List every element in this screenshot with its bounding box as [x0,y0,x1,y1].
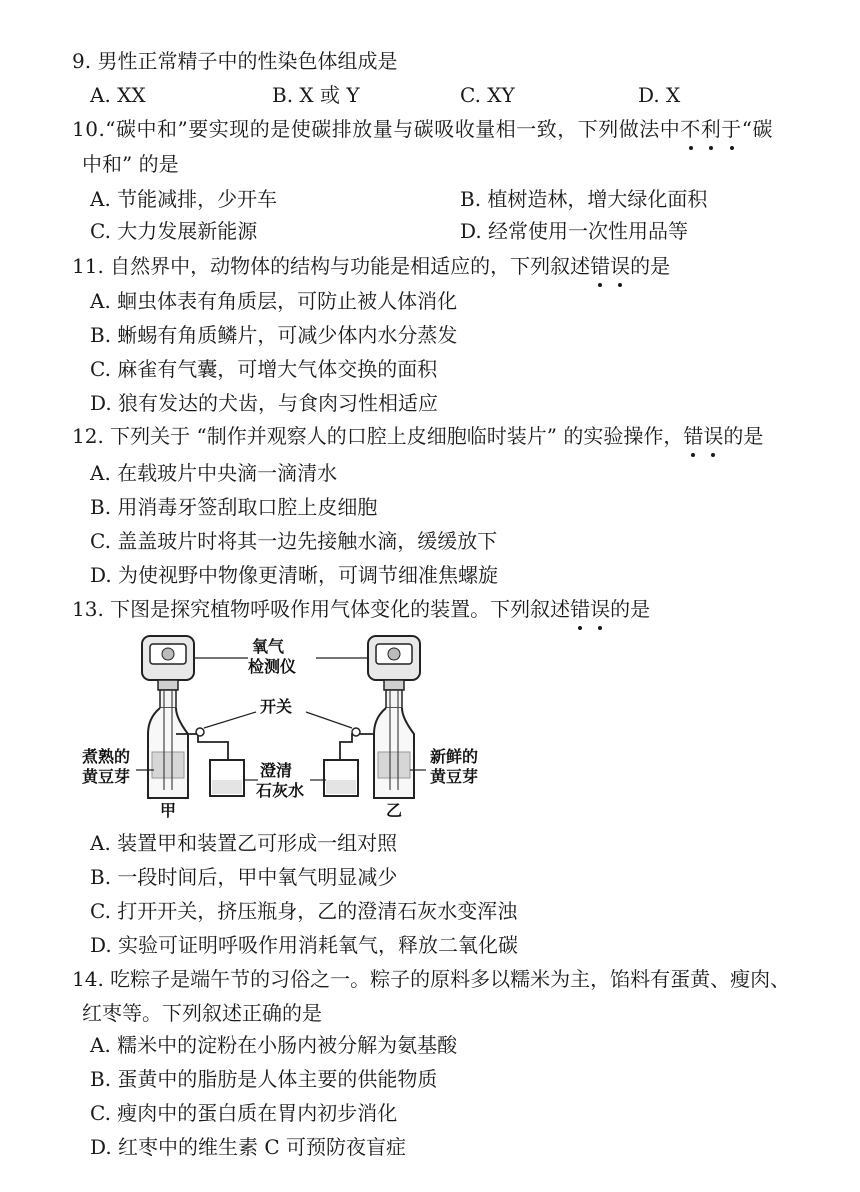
q13-emphasis-char: 错 [570,597,591,621]
q13-option-a: A. 装置甲和装置乙可形成一组对照 [90,831,398,855]
q11-option-a: A. 蛔虫体表有角质层，可防止被人体消化 [90,289,458,313]
q13-option-d: D. 实验可证明呼吸作用消耗氧气，释放二氧化碳 [90,933,519,957]
q13-stem [72,596,650,622]
q11-stem-text-end: 的是 [630,254,671,278]
q12-option-d: D. 为使视野中物像更清晰，可调节细准焦螺旋 [90,563,499,587]
q12-emphasis-char: 错 [683,424,704,448]
q14-option-d: D. 红枣中的维生素 C 可预防夜盲症 [90,1135,407,1159]
label-boiled-line1: 煮熟的 [82,747,131,766]
q10-stem-line2: 中和” 的是 [82,152,179,176]
switch-valve-right [352,728,360,736]
q13-option-b: B. 一段时间后，甲中氧气明显减少 [90,865,398,889]
switch-valve-left [196,728,204,736]
q13-option-c: C. 打开开关，挤压瓶身，乙的澄清石灰水变浑浊 [90,899,518,923]
q9-option-d: D. X [638,83,681,107]
label-limewater-line2: 石灰水 [256,781,305,800]
q14-option-c: C. 瘦肉中的蛋白质在胃内初步消化 [90,1101,398,1125]
label-fresh-line2: 黄豆芽 [430,767,479,786]
bottle-yi [374,690,414,798]
q12-option-c: C. 盖盖玻片时将其一边先接触水滴，缓缓放下 [90,529,498,553]
q11-emphasis-char: 错 [590,254,611,278]
q10-stem-text-end: “碳 [741,117,773,141]
q10-stem [72,116,773,142]
q10-option-b: B. 植树造林，增大绿化面积 [460,187,708,211]
beaker-left [210,760,244,796]
q10-emphasis-char: 于 [721,117,742,141]
q9-stem: 9. 男性正常精子中的性染色体组成是 [72,49,398,73]
label-jia: 甲 [160,801,177,820]
label-switch: 开关 [260,697,293,716]
q12-option-b: B. 用消毒牙签刮取口腔上皮细胞 [90,495,378,519]
bottle-jia [148,690,188,798]
label-boiled-line2: 黄豆芽 [82,767,131,786]
q9-option-a: A. XX [90,83,146,107]
q12-emphasis-char: 误 [703,424,724,448]
q10-option-d: D. 经常使用一次性用品等 [460,219,689,243]
q14-stem-line1: 14. 吃粽子是端午节的习俗之一。粽子的原料多以糯米为主，馅料有蛋黄、瘦肉、 [72,967,791,991]
q14-stem-line2: 红枣等。下列叙述正确的是 [82,1001,322,1025]
q12-stem-text-end: 的是 [723,424,764,448]
q9-option-c: C. XY [460,83,515,107]
q10-option-c: C. 大力发展新能源 [90,219,258,243]
q14-option-b: B. 蛋黄中的脂肪是人体主要的供能物质 [90,1067,438,1091]
q12-stem [72,423,763,449]
label-fresh-line1: 新鲜的 [430,747,479,766]
q13-emphasis-char: 误 [590,597,611,621]
q11-stem [72,253,670,279]
q11-option-c: C. 麻雀有气囊，可增大气体交换的面积 [90,357,438,381]
oxygen-meter-left [142,636,194,690]
q10-option-a: A. 节能减排，少开车 [90,187,278,211]
q11-emphasis-char: 误 [610,254,631,278]
q11-option-b: B. 蜥蜴有角质鳞片，可减少体内水分蒸发 [90,323,458,347]
q10-stem-text: 10.“碳中和”要实现的是使碳排放量与碳吸收量相一致，下列做法中 [72,117,681,141]
q11-option-d: D. 狼有发达的犬齿，与食肉习性相适应 [90,391,439,415]
respiration-apparatus-figure [80,630,490,822]
q10-emphasis-char: 不 [680,117,701,141]
q13-stem-text-end: 的是 [610,597,651,621]
q12-stem-text: 12. 下列关于 “制作并观察人的口腔上皮细胞临时装片” 的实验操作， [72,424,684,448]
q10-emphasis-char: 利 [700,117,722,141]
beaker-right [324,760,358,796]
label-yi: 乙 [386,801,403,820]
label-oxygen-meter-line1: 氧气 [252,637,285,656]
oxygen-meter-right [368,636,420,690]
q11-stem-text: 11. 自然界中，动物体的结构与功能是相适应的，下列叙述 [72,254,591,278]
q13-stem-text: 13. 下图是探究植物呼吸作用气体变化的装置。下列叙述 [72,597,571,621]
label-oxygen-meter-line2: 检测仪 [248,657,297,676]
q14-option-a: A. 糯米中的淀粉在小肠内被分解为氨基酸 [90,1033,458,1057]
label-limewater-line1: 澄清 [260,761,293,780]
q9-option-b: B. X 或 Y [272,83,360,107]
q12-option-a: A. 在载玻片中央滴一滴清水 [90,461,338,485]
